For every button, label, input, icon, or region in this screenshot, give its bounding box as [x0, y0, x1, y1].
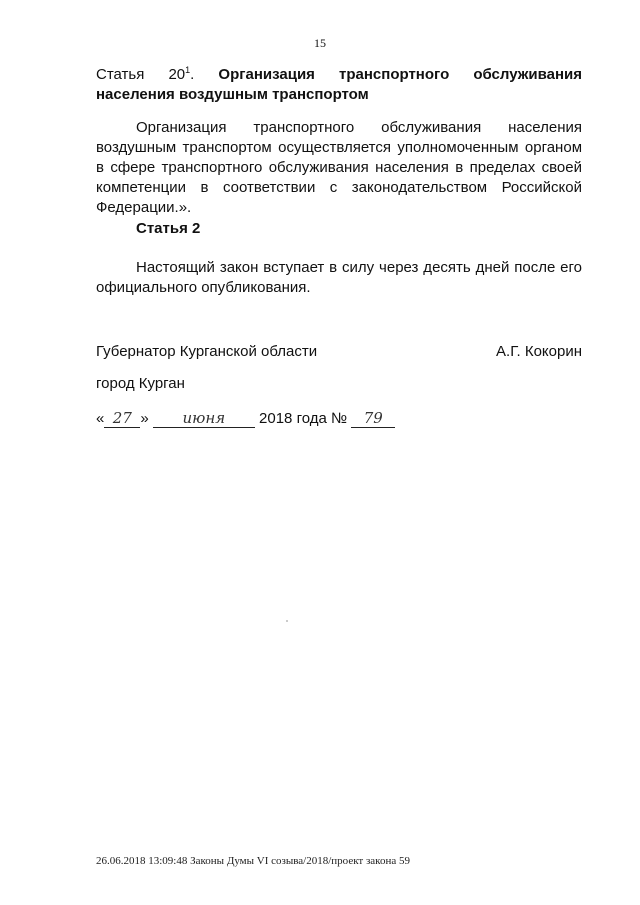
date-month-field: июня: [153, 410, 255, 428]
article-20-1-body: [96, 118, 582, 218]
article-2-body-line: Настоящий закон вступает в силу через десять дней после его: [136, 259, 582, 276]
article-20-1-body-line: Федерации.».: [96, 199, 192, 216]
article-label-dot: .: [190, 66, 195, 83]
article-20-1-body-line: Организация транспортного обслуживания населения: [136, 119, 582, 136]
article-2-body-line: официального опубликования.: [96, 279, 311, 296]
city: город Курган: [96, 375, 185, 392]
signature-block: [96, 343, 582, 360]
article-2-heading: Статья 2: [136, 220, 201, 237]
article-title-part-1: Организация транспортного обслуживания: [194, 66, 582, 83]
scan-speck: [286, 620, 288, 622]
date-line: [96, 410, 395, 428]
article-20-1-body-line: воздушным транспортом осуществляется уполномоченным органом: [96, 139, 582, 156]
article-20-1-body-line: компетенции в соответствии с законодательством Российской: [96, 179, 582, 196]
date-day-field: 27: [104, 410, 140, 428]
article-20-1-body-line: в сфере транспортного обслуживания населения в пределах своей: [96, 159, 582, 176]
article-20-1-title-line-2: населения воздушным транспортом: [96, 86, 369, 103]
page-number: 15: [314, 36, 326, 50]
footer-file-path: 26.06.2018 13:09:48 Законы Думы VI созыва/2018/проект закона 59: [96, 855, 410, 867]
law-number-field: 79: [351, 410, 395, 428]
article-superscript: 1: [185, 65, 191, 75]
date-close-quote: »: [140, 410, 149, 427]
signatory-name: А.Г. Кокорин: [496, 343, 582, 360]
article-label: Статья 20: [96, 66, 186, 83]
date-year-text: 2018 года №: [259, 410, 348, 427]
date-open-quote: «: [96, 410, 105, 427]
article-20-1-title: [96, 65, 582, 105]
article-2-body: [96, 258, 582, 298]
article-20-1-title-line-1: [96, 65, 582, 85]
signatory-position: Губернатор Курганской области: [96, 343, 318, 360]
